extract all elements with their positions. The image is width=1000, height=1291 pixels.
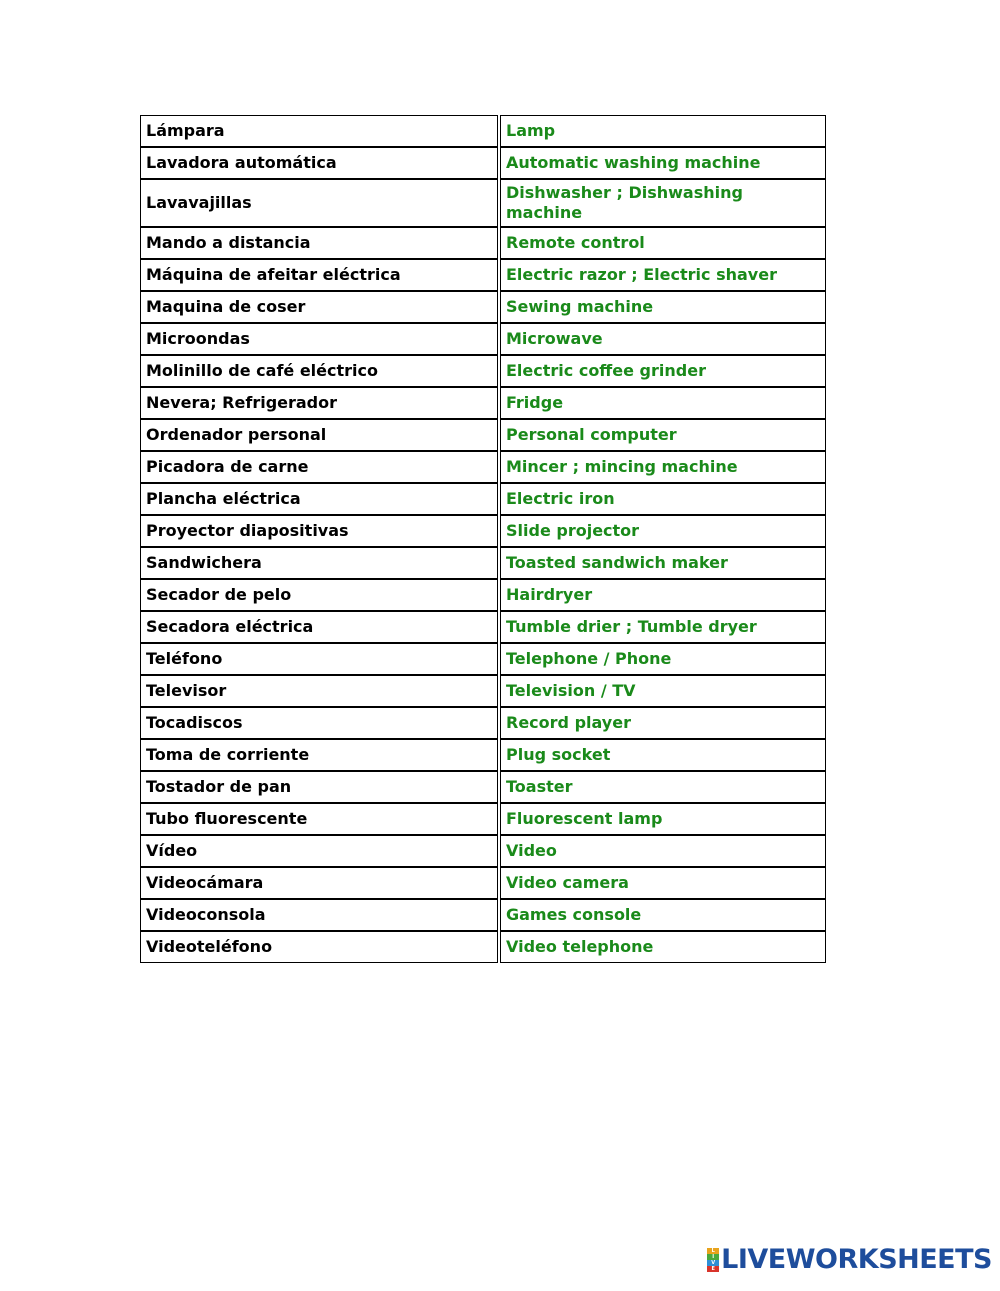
table-row (140, 579, 826, 611)
spanish-term-cell: Maquina de coser (140, 291, 498, 323)
english-translation-cell: Television / TV (500, 675, 826, 707)
spanish-term-cell: Televisor (140, 675, 498, 707)
english-translation-cell: Electric razor ; Electric shaver (500, 259, 826, 291)
table-row (140, 483, 826, 515)
spanish-term-cell: Vídeo (140, 835, 498, 867)
table-row (140, 867, 826, 899)
spanish-term-cell: Tocadiscos (140, 707, 498, 739)
spanish-term-cell: Tubo fluorescente (140, 803, 498, 835)
spanish-term-cell: Lavadora automática (140, 147, 498, 179)
english-translation-cell: Electric coffee grinder (500, 355, 826, 387)
spanish-term-cell: Picadora de carne (140, 451, 498, 483)
table-row (140, 419, 826, 451)
vocabulary-table (140, 115, 826, 963)
table-row (140, 611, 826, 643)
vocabulary-table-body (140, 115, 826, 963)
spanish-term-cell: Lámpara (140, 115, 498, 147)
english-translation-cell: Personal computer (500, 419, 826, 451)
table-row (140, 931, 826, 963)
table-row (140, 451, 826, 483)
english-translation-cell: Video telephone (500, 931, 826, 963)
logo-text: LIVEWORKSHEETS (721, 1244, 992, 1275)
spanish-term-cell: Videoconsola (140, 899, 498, 931)
logo-badge-letter: L (707, 1248, 719, 1254)
table-row (140, 643, 826, 675)
english-translation-cell: Plug socket (500, 739, 826, 771)
english-translation-cell: Slide projector (500, 515, 826, 547)
spanish-term-cell: Lavavajillas (140, 179, 498, 227)
spanish-term-cell: Mando a distancia (140, 227, 498, 259)
english-translation-cell: Toaster (500, 771, 826, 803)
table-row (140, 771, 826, 803)
spanish-term-cell: Nevera; Refrigerador (140, 387, 498, 419)
english-translation-cell: Remote control (500, 227, 826, 259)
table-row (140, 355, 826, 387)
english-translation-cell: Fridge (500, 387, 826, 419)
logo-badge-icon (707, 1248, 719, 1272)
table-row (140, 899, 826, 931)
english-translation-cell: Electric iron (500, 483, 826, 515)
english-translation-cell: Mincer ; mincing machine (500, 451, 826, 483)
table-row (140, 291, 826, 323)
table-row (140, 227, 826, 259)
table-row (140, 515, 826, 547)
english-translation-cell: Video (500, 835, 826, 867)
spanish-term-cell: Sandwichera (140, 547, 498, 579)
english-translation-cell: Sewing machine (500, 291, 826, 323)
table-row (140, 675, 826, 707)
english-translation-cell: Tumble drier ; Tumble dryer (500, 611, 826, 643)
english-translation-cell: Dishwasher ; Dishwashing machine (500, 179, 826, 227)
table-row (140, 323, 826, 355)
table-row (140, 179, 826, 227)
logo-badge-letter: E (707, 1266, 719, 1272)
spanish-term-cell: Videoteléfono (140, 931, 498, 963)
english-translation-cell: Fluorescent lamp (500, 803, 826, 835)
table-row (140, 739, 826, 771)
spanish-term-cell: Secador de pelo (140, 579, 498, 611)
english-translation-cell: Hairdryer (500, 579, 826, 611)
spanish-term-cell: Ordenador personal (140, 419, 498, 451)
spanish-term-cell: Videocámara (140, 867, 498, 899)
english-translation-cell: Lamp (500, 115, 826, 147)
spanish-term-cell: Microondas (140, 323, 498, 355)
logo-badge-letter: I (707, 1254, 719, 1260)
table-row (140, 547, 826, 579)
table-row (140, 147, 826, 179)
english-translation-cell: Video camera (500, 867, 826, 899)
table-row (140, 707, 826, 739)
english-translation-cell: Games console (500, 899, 826, 931)
table-row (140, 835, 826, 867)
english-translation-cell: Microwave (500, 323, 826, 355)
spanish-term-cell: Molinillo de café eléctrico (140, 355, 498, 387)
spanish-term-cell: Proyector diapositivas (140, 515, 498, 547)
table-row (140, 803, 826, 835)
spanish-term-cell: Tostador de pan (140, 771, 498, 803)
spanish-term-cell: Secadora eléctrica (140, 611, 498, 643)
table-row (140, 115, 826, 147)
spanish-term-cell: Plancha eléctrica (140, 483, 498, 515)
liveworksheets-logo (707, 1244, 992, 1275)
spanish-term-cell: Teléfono (140, 643, 498, 675)
english-translation-cell: Automatic washing machine (500, 147, 826, 179)
english-translation-cell: Telephone / Phone (500, 643, 826, 675)
table-row (140, 387, 826, 419)
logo-badge-letter: V (707, 1260, 719, 1266)
table-row (140, 259, 826, 291)
spanish-term-cell: Toma de corriente (140, 739, 498, 771)
english-translation-cell: Record player (500, 707, 826, 739)
spanish-term-cell: Máquina de afeitar eléctrica (140, 259, 498, 291)
english-translation-cell: Toasted sandwich maker (500, 547, 826, 579)
